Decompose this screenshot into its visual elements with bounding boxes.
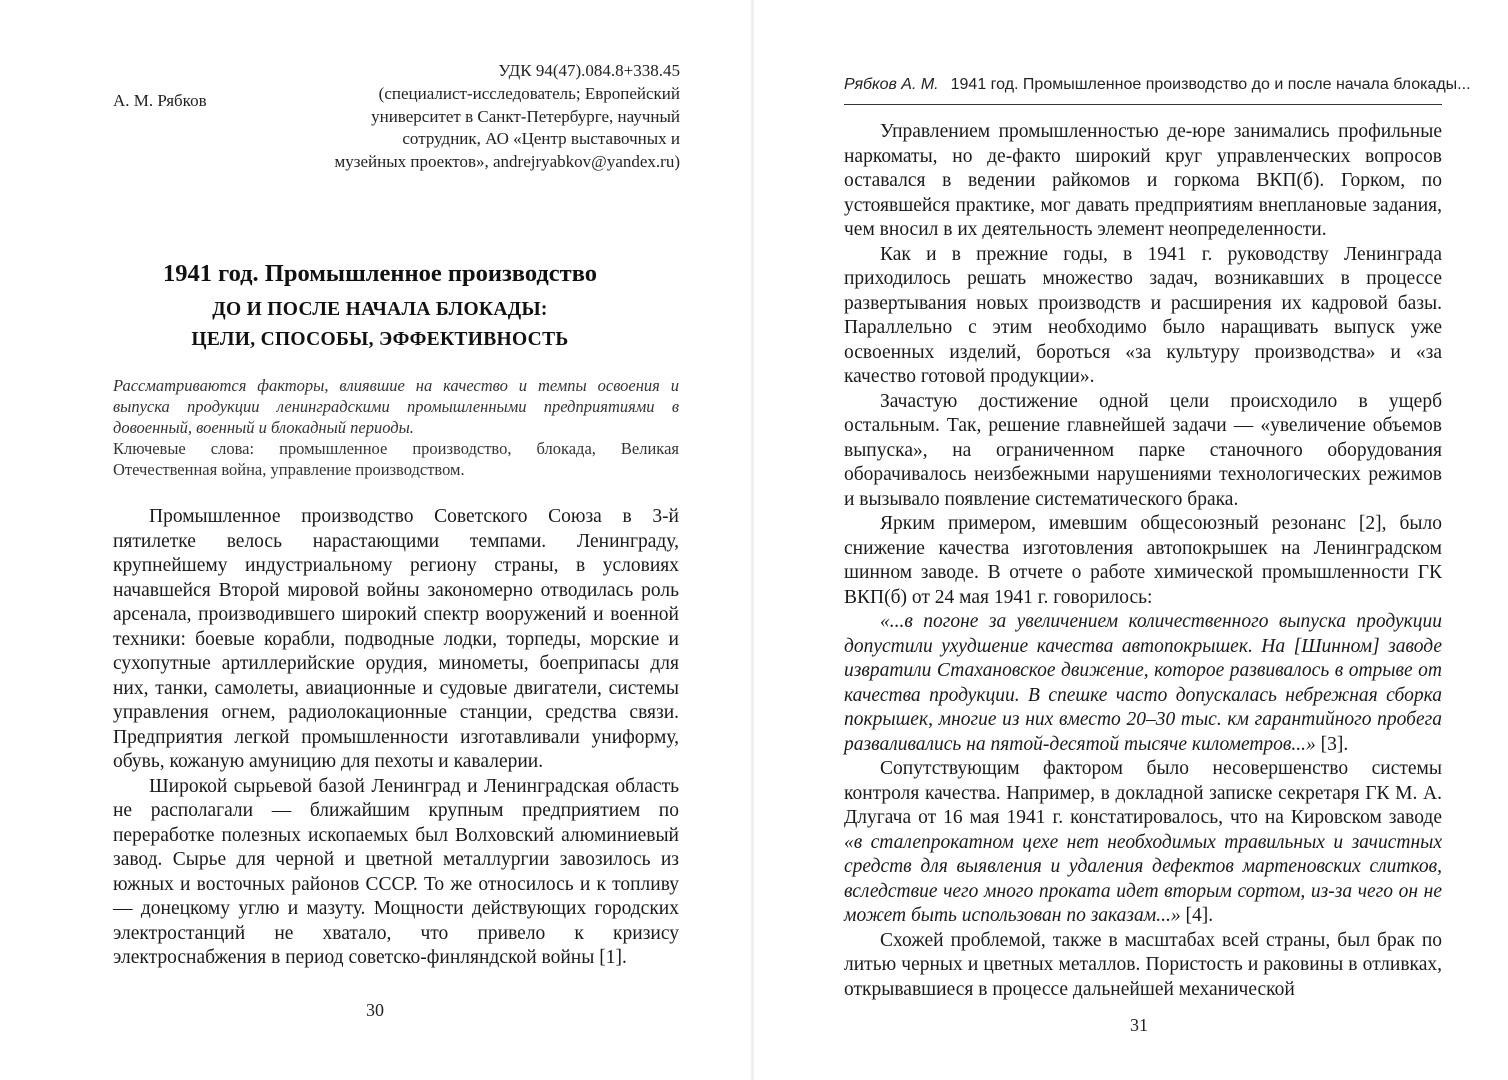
article-title-line-3: ЦЕЛИ, СПОСОБЫ, ЭФФЕКТИВНОСТЬ [191, 329, 569, 350]
page-number: 31 [1130, 1015, 1148, 1035]
article-title-line-1: 1941 год. Промышленное производство [162, 260, 598, 287]
paragraph: Промышленное производство Советского Союза в 3-й пятилетке велось нарастающими темпами. Ленинграду, крупнейшему индустриальному региону страны, в условиях начавшейся Второй мировой войны закономерно отводилась роль арсенала, производившего широкий спектр вооружений и военной техники: боевые корабли, подводные лодки, торпеды, морские и сухопутные артиллерийские орудия, минометы, боеприпасы для них, танки, самолеты, авиационные и судовые двигатели, системы управления огнем, радиолокационные станции, средства связи. Предприятия легкой промышленности изготавливали униформу, обувь, кожаную амуницию для пехоты и кавалерии. [113, 506, 679, 772]
abstract: Рассматриваются факторы, влиявшие на качество и темпы освоения и выпуска продукции ленинградскими промышленными предприятиями в довоенный, военный и блокадный периоды. [113, 376, 679, 437]
header-rule [844, 104, 1442, 105]
udc-code: УДК 94(47).084.8+338.45 [498, 61, 680, 80]
paragraph-lead: Сопутствующим фактором было несовершенство системы контроля качества. Например, в докладной записке секретаря ГК М. А. Длугача от 16 мая 1941 г. констатировалось, что на Кировском заводе [844, 758, 1442, 828]
running-head-title: 1941 год. Промышленное производство до и после начала блокады... [950, 76, 1471, 93]
author-affiliation: (специалист-исследователь; Европейский университет в Санкт-Петербурге, научный сотрудник, АО «Центр выставочных и музейных проектов», andrejryabkov@yandex.ru) [334, 84, 680, 171]
paragraph: Ярким примером, имевшим общесоюзный резонанс [2], было снижение качества изготовления автопокрышек на Ленинградском шинном заводе. В отчете о работе химической промышленности ГК ВКП(б) от 24 мая 1941 г. говорилось: [844, 513, 1442, 608]
paragraph: Широкой сырьевой базой Ленинград и Ленинградская область не располагали — ближайшим крупным предприятием по переработке полезных ископаемых был Волховский алюминиевый завод. Сырье для черной и цветной металлургии завозилось из южных и восточных районов СССР. То же относилось и к топливу — донецкому углю и мазуту. Мощности действующих городских электростанций не хватало, что привело к кризису электроснабжения в период советско-финляндской войны [1]. [113, 775, 679, 968]
quote-paragraph [844, 610, 1442, 757]
body-text-right [844, 120, 1442, 1002]
right-page [754, 0, 1508, 1080]
quote-text: «в сталепрокатном цехе нет необходимых травильных и зачистных средств для выявления и удаления дефектов мартеновских слитков, вследствие чего много проката идет вторым сортом, из-за чего он не может быть использован по заказам...» [844, 831, 1442, 926]
paragraph: Зачастую достижение одной цели происходило в ущерб остальным. Так, решение главнейшей задачи — «увеличение объемов выпуска», на ограниченном парке станочного оборудования оборачивалось неизбежными нарушениями технологических режимов и вызывало появление систематического брака. [844, 390, 1442, 510]
paragraph: Схожей проблемой, также в масштабах всей страны, был брак по литью черных и цветных металлов. Пористость и раковины в отливках, открывавшиеся в процессе дальнейшей механической [844, 929, 1442, 1000]
running-head-author: Рябков А. М. [844, 76, 939, 93]
running-head [844, 74, 1471, 96]
paragraph: Управлением промышленностью де-юре занимались профильные наркоматы, но де-факто широкий круг управленческих вопросов оставался в ведении райкомов и горкома ВКП(б). Горком, по устоявшейся практике, мог давать предприятиям внеплановые задания, чем вносил в их деятельность элемент неопределенности. [844, 121, 1442, 240]
quote-text: «...в погоне за увеличением количественного выпуска продукции допустили ухудшение качества автопокрышек. На [Шинном] заводе извратили Стахановское движение, которое развивалось в отрыве от качества продукции. В спешке часто допускалась небрежная сборка покрышек, многие из них вместо 20–30 тыс. км гарантийного пробега разваливались на пятой-десятой тысяче километров...» [844, 611, 1442, 755]
author-name: А. М. Рябков [113, 91, 207, 110]
page-number: 30 [366, 1000, 384, 1020]
article-title-line-2: ДО И ПОСЛЕ НАЧАЛА БЛОКАДЫ: [212, 299, 548, 320]
body-text-left [113, 505, 679, 971]
paragraph: Как и в прежние годы, в 1941 г. руководству Ленинграда приходилось решать множество задач, возникавших в процессе развертывания новых производств и расширения их кадровой базы. Параллельно с этим необходимо было наращивать выпуск уже освоенных изделий, бороться «за культуру производства» и «за качество готовой продукции». [844, 243, 1442, 387]
citation-ref: [4]. [1180, 905, 1214, 926]
citation-ref: [3]. [1315, 733, 1349, 755]
keywords: Ключевые слова: промышленное производство, блокада, Великая Отечественная война, управление производством. [113, 439, 679, 479]
paragraph [844, 757, 1442, 929]
